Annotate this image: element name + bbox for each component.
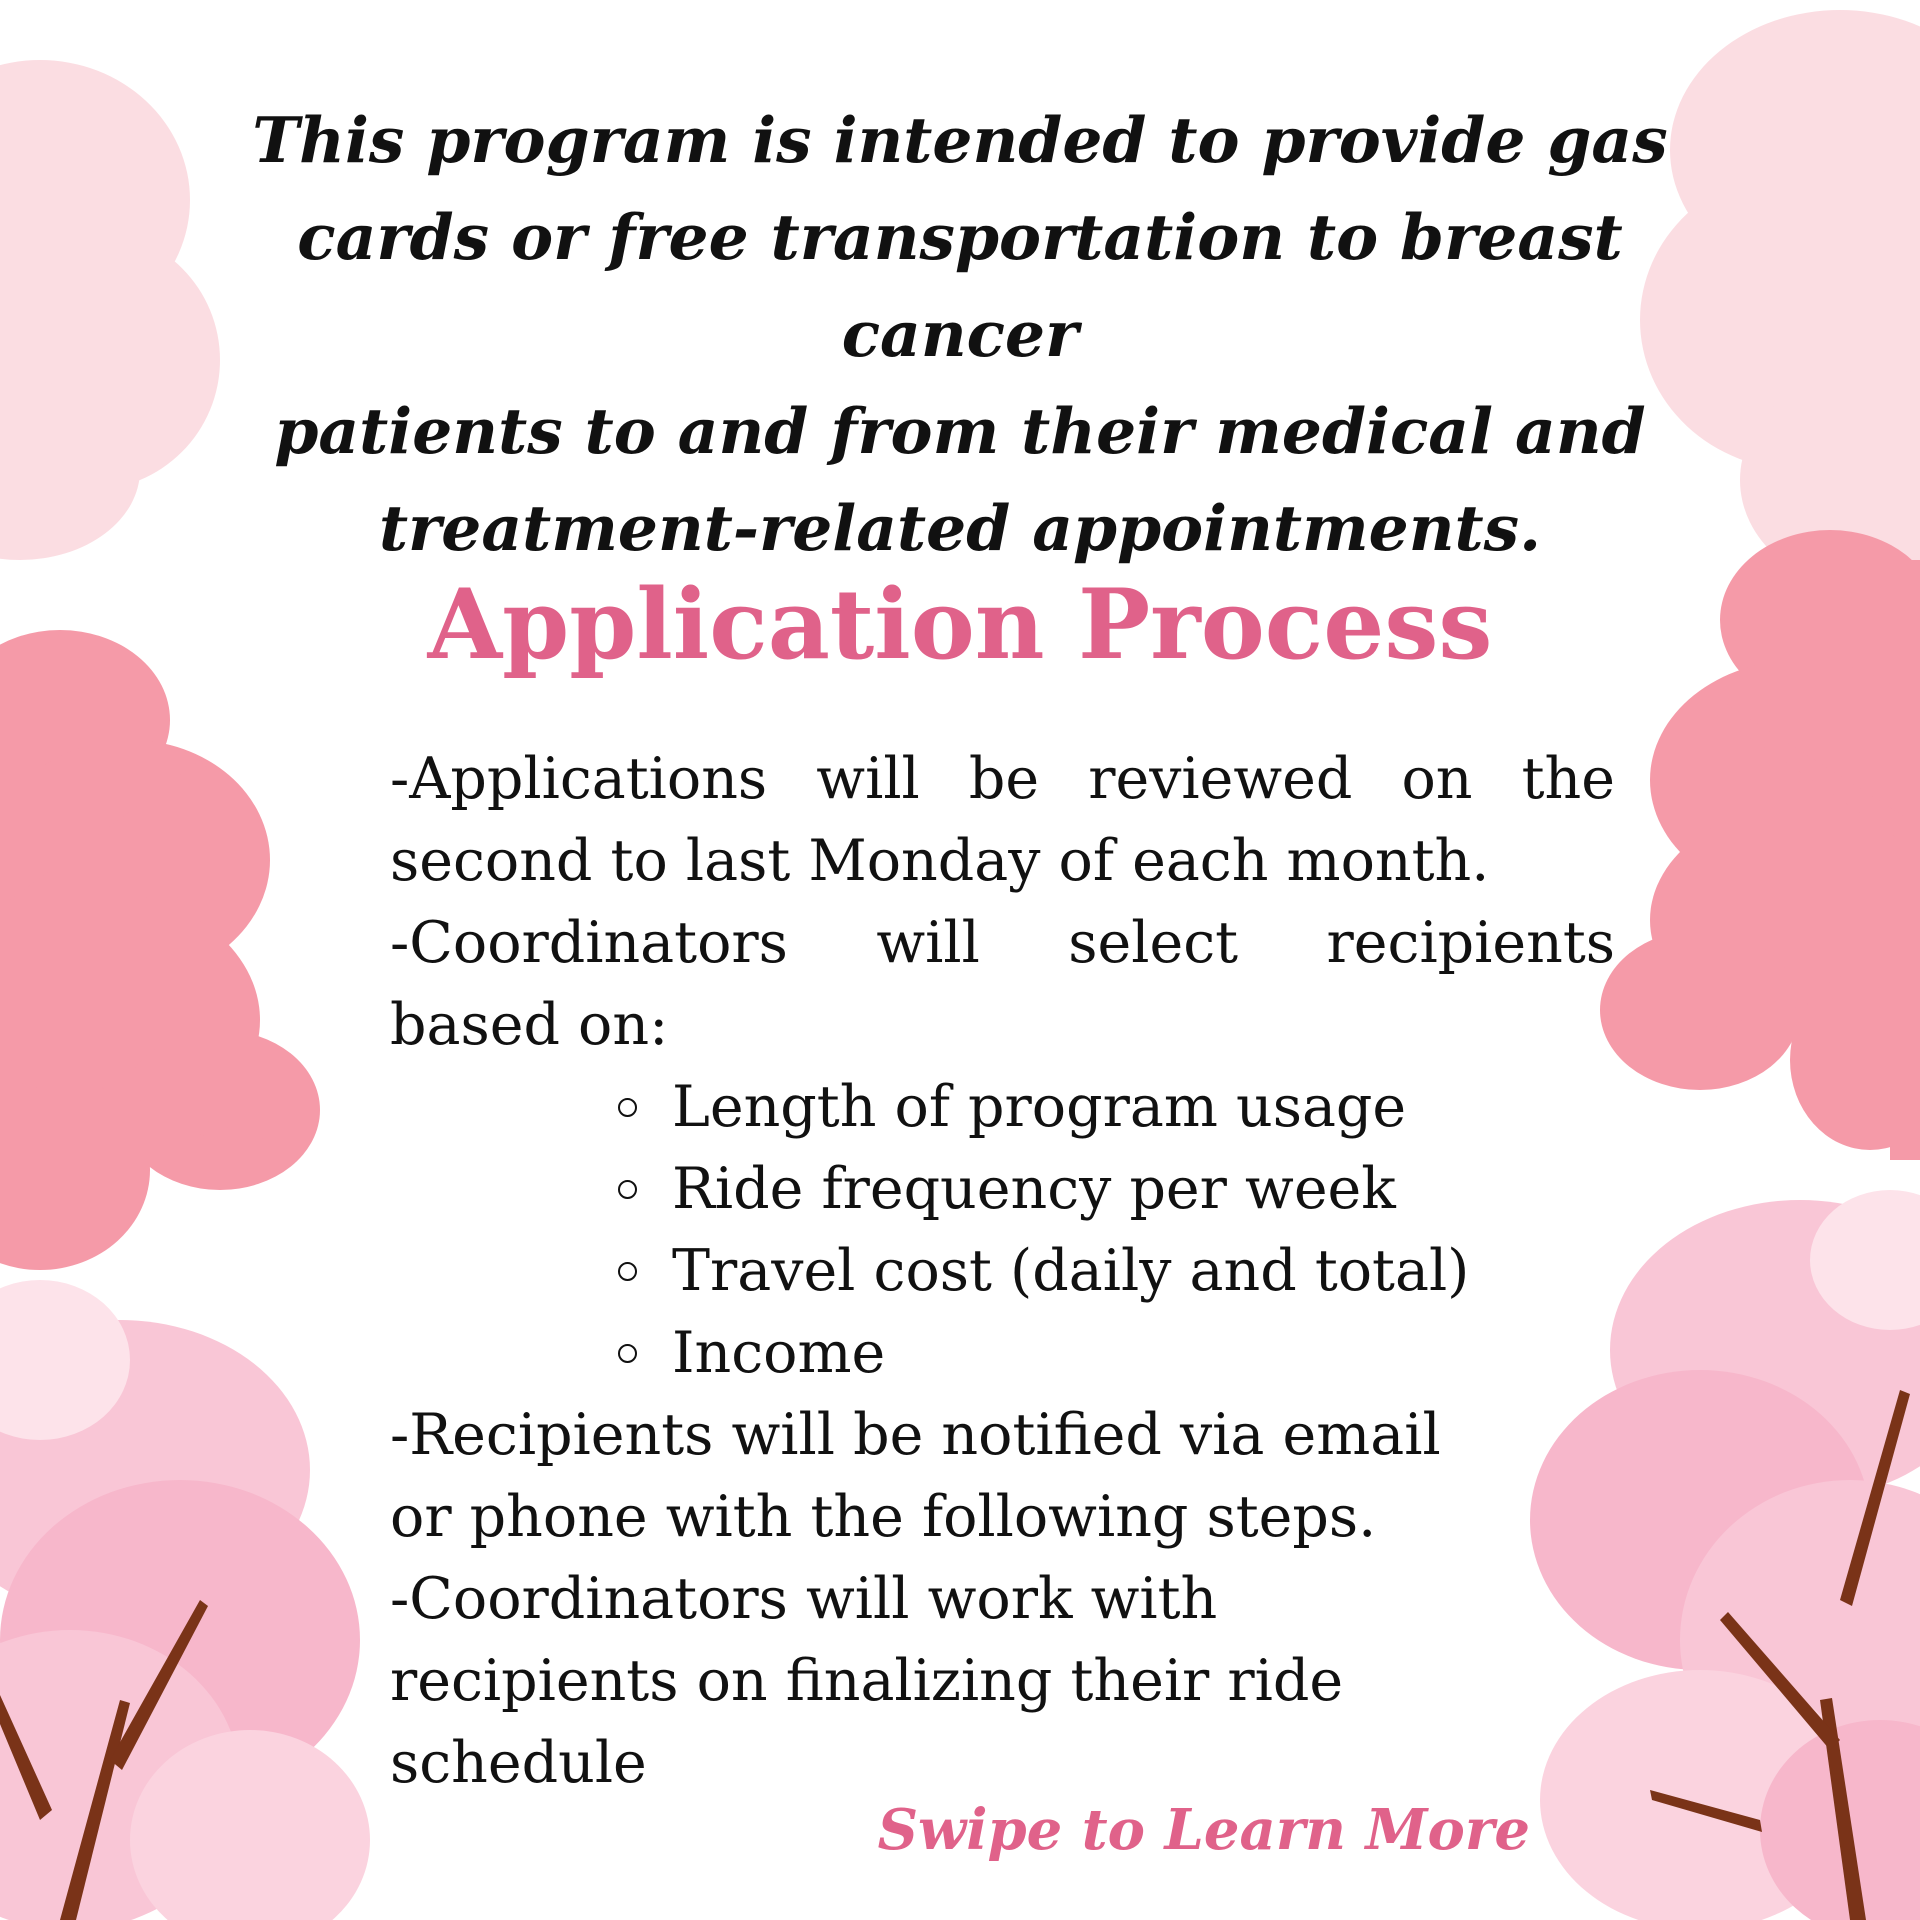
section-heading: Application Process bbox=[427, 568, 1493, 681]
process-step-text: -Coordinators will select recipients bbox=[390, 910, 1615, 976]
criterion-label: Income bbox=[672, 1320, 886, 1386]
process-step-text: -Recipients will be notified via email bbox=[390, 1402, 1441, 1468]
process-step-text: -Applications will be reviewed on the bbox=[390, 746, 1615, 812]
process-step-text: -Coordinators will work with bbox=[390, 1566, 1218, 1632]
intro-paragraph bbox=[180, 92, 1740, 577]
process-step-text: schedule bbox=[390, 1730, 647, 1796]
process-step-text: or phone with the following steps. bbox=[390, 1484, 1377, 1550]
list-item bbox=[618, 1066, 1615, 1148]
process-step-text: second to last Monday of each month. bbox=[390, 828, 1490, 894]
circle-bullet-icon bbox=[618, 1344, 637, 1363]
list-item bbox=[618, 1312, 1615, 1394]
circle-bullet-icon bbox=[618, 1180, 637, 1199]
pink-tree-right bbox=[1600, 530, 1920, 1160]
intro-line: cards or free transportation to breast cancer bbox=[297, 200, 1623, 371]
process-step-text: recipients on finalizing their ride bbox=[390, 1648, 1344, 1714]
blossom-tree-bottom-left bbox=[0, 1280, 370, 1920]
criterion-label: Travel cost (daily and total) bbox=[672, 1238, 1470, 1304]
intro-line: This program is intended to provide gas bbox=[252, 103, 1668, 177]
pink-tree-left bbox=[0, 630, 320, 1270]
circle-bullet-icon bbox=[618, 1262, 637, 1281]
swipe-prompt: Swipe to Learn More bbox=[877, 1797, 1530, 1863]
circle-bullet-icon bbox=[618, 1098, 637, 1117]
list-item bbox=[618, 1230, 1615, 1312]
application-process-body bbox=[390, 738, 1615, 1804]
selection-criteria-list bbox=[390, 1066, 1615, 1394]
list-item bbox=[618, 1148, 1615, 1230]
intro-line: patients to and from their medical and bbox=[274, 394, 1646, 468]
process-step-text: based on: bbox=[390, 992, 669, 1058]
intro-line: treatment-related appointments. bbox=[378, 491, 1542, 565]
criterion-label: Length of program usage bbox=[672, 1074, 1407, 1140]
criterion-label: Ride frequency per week bbox=[672, 1156, 1396, 1222]
